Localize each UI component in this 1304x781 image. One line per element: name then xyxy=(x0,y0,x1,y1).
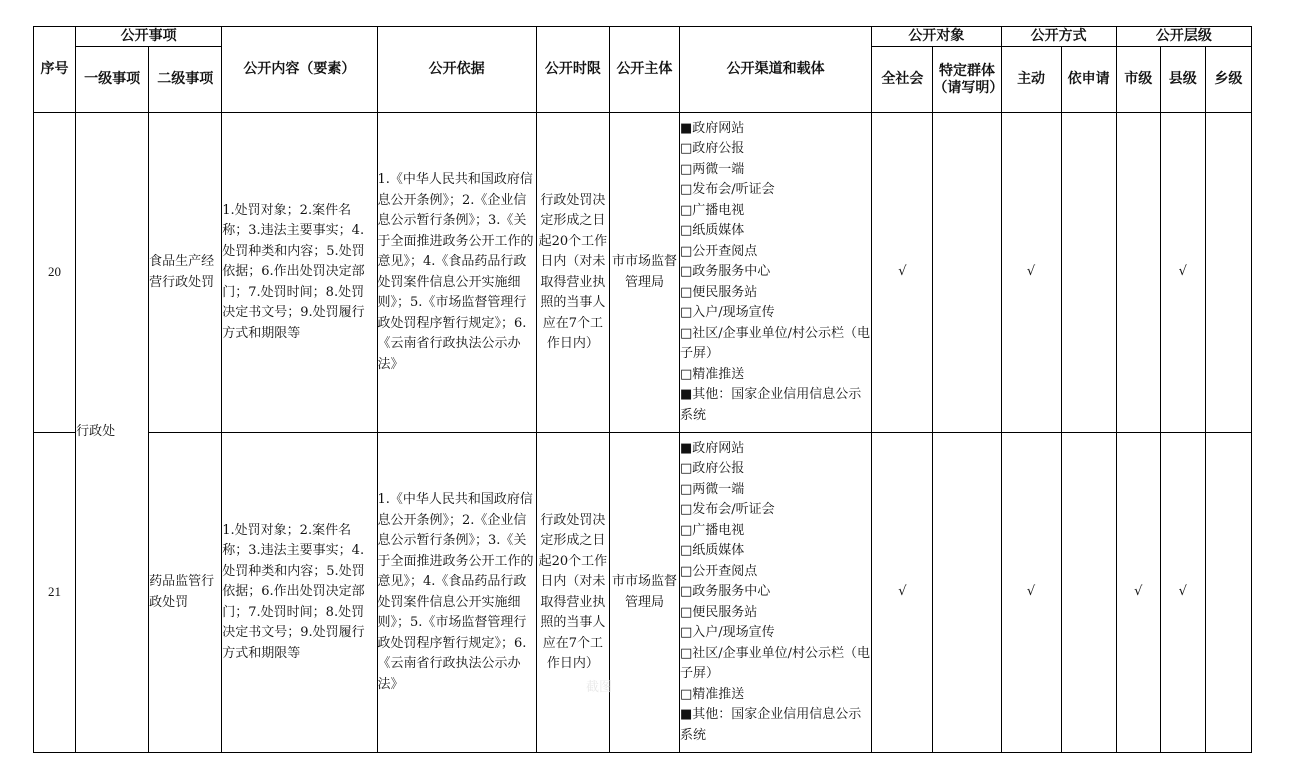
channel-item: □纸质媒体 xyxy=(680,543,745,559)
channel-item: □政府公报 xyxy=(680,461,745,477)
header-group-items: 公开事项 xyxy=(76,27,222,47)
disclosure-table xyxy=(33,26,1252,753)
channel-item: □社区/企事业单位/村公示栏（电子屏） xyxy=(680,645,871,682)
header-active: 主动 xyxy=(1001,47,1061,113)
disclosure-basis: 1.《中华人民共和国政府信息公开条例》；2.《企业信息公示暂行条例》；3.《关于全面推进政务公开工作的意见》；4.《食品药品行政处罚案件信息公开实施细则》；5.《市场监督管理行政处罚程序暂行规定》；6.《云南省行政执法公示办法》 xyxy=(377,433,536,753)
table-row xyxy=(34,433,1252,753)
level2-item: 药品监管行政处罚 xyxy=(149,433,222,753)
channel-item: ■政府网站 xyxy=(680,440,745,456)
disclosure-basis: 1.《中华人民共和国政府信息公开条例》；2.《企业信息公示暂行条例》；3.《关于全面推进政务公开工作的意见》；4.《食品药品行政处罚案件信息公开实施细则》；5.《市场监督管理行政处罚程序暂行规定》；6.《云南省行政执法公示办法》 xyxy=(377,113,536,433)
header-timelimit: 公开时限 xyxy=(536,27,609,113)
channel-item: □政务服务中心 xyxy=(680,584,771,600)
disclosure-channels xyxy=(680,113,872,433)
channel-item: □广播电视 xyxy=(680,522,745,538)
check-county: √ xyxy=(1160,113,1205,433)
channel-item: □入户/现场宣传 xyxy=(680,625,775,641)
channel-item: □社区/企事业单位/村公示栏（电子屏） xyxy=(680,325,871,362)
check-township xyxy=(1205,433,1251,753)
header-county: 县级 xyxy=(1160,47,1205,113)
channel-item: □公开查阅点 xyxy=(680,243,758,259)
channel-item: ■其他：国家企业信用信息公示系统 xyxy=(680,707,862,743)
channel-item: □两微一端 xyxy=(680,481,745,497)
disclosure-timelimit: 行政处罚决定形成之日起20个工作日内（对未取得营业执照的当事人应在7个工作日内） xyxy=(536,433,609,753)
check-on-request xyxy=(1061,113,1116,433)
disclosure-subject: 市市场监督管理局 xyxy=(609,113,679,433)
disclosure-timelimit: 行政处罚决定形成之日起20个工作日内（对未取得营业执照的当事人应在7个工作日内） xyxy=(536,113,609,433)
header-whole-society: 全社会 xyxy=(872,47,933,113)
header-level2: 二级事项 xyxy=(149,47,222,113)
check-whole-society: √ xyxy=(872,433,933,753)
header-no: 序号 xyxy=(34,27,76,113)
check-on-request xyxy=(1061,433,1116,753)
channel-item: □精准推送 xyxy=(680,686,745,702)
check-city: √ xyxy=(1116,433,1160,753)
row-number: 21 xyxy=(34,433,76,753)
header-city: 市级 xyxy=(1116,47,1160,113)
channel-item: □两微一端 xyxy=(680,161,745,177)
channel-item: □发布会/听证会 xyxy=(680,182,775,198)
channel-item: ■政府网站 xyxy=(680,120,745,136)
channel-item: □便民服务站 xyxy=(680,284,758,300)
header-group-method: 公开方式 xyxy=(1001,27,1116,47)
level1-item xyxy=(76,113,149,753)
disclosure-subject: 市市场监督管理局 xyxy=(609,433,679,753)
header-specific-group: 特定群体（请写明） xyxy=(933,47,1001,113)
header-content: 公开内容（要素） xyxy=(222,27,377,113)
check-township xyxy=(1205,113,1251,433)
disclosure-content: 1.处罚对象；2.案件名称；3.违法主要事实；4.处罚种类和内容；5.处罚依据；6.作出处罚决定部门；7.处罚时间；8.处罚决定书文号；9.处罚履行方式和期限等 xyxy=(222,113,377,433)
row-number: 20 xyxy=(34,113,76,433)
header-channels: 公开渠道和载体 xyxy=(680,27,872,113)
check-county: √ xyxy=(1160,433,1205,753)
channel-item: □发布会/听证会 xyxy=(680,502,775,518)
header-on-request: 依申请 xyxy=(1061,47,1116,113)
table-row xyxy=(34,113,1252,433)
header-subject: 公开主体 xyxy=(609,27,679,113)
disclosure-channels xyxy=(680,433,872,753)
header-basis: 公开依据 xyxy=(377,27,536,113)
channel-item: □纸质媒体 xyxy=(680,223,745,239)
watermark: 截图 xyxy=(586,680,613,695)
check-city xyxy=(1116,113,1160,433)
check-specific-group xyxy=(933,113,1001,433)
channel-item: □便民服务站 xyxy=(680,604,758,620)
channel-item: □政府公报 xyxy=(680,141,745,157)
check-active: √ xyxy=(1001,113,1061,433)
channel-item: □广播电视 xyxy=(680,202,745,218)
level2-item: 食品生产经营行政处罚 xyxy=(149,113,222,433)
check-specific-group xyxy=(933,433,1001,753)
header-township: 乡级 xyxy=(1205,47,1251,113)
header-group-target: 公开对象 xyxy=(872,27,1001,47)
check-active: √ xyxy=(1001,433,1061,753)
header-level1: 一级事项 xyxy=(76,47,149,113)
channel-item: □公开查阅点 xyxy=(680,563,758,579)
header-group-level: 公开层级 xyxy=(1116,27,1251,47)
channel-item: ■其他：国家企业信用信息公示系统 xyxy=(680,387,862,423)
channel-item: □精准推送 xyxy=(680,366,745,382)
level1-item-text: 行政处 xyxy=(76,424,116,440)
channel-item: □政务服务中心 xyxy=(680,264,771,280)
channel-item: □入户/现场宣传 xyxy=(680,305,775,321)
disclosure-content: 1.处罚对象；2.案件名称；3.违法主要事实；4.处罚种类和内容；5.处罚依据；6.作出处罚决定部门；7.处罚时间；8.处罚决定书文号；9.处罚履行方式和期限等 xyxy=(222,433,377,753)
check-whole-society: √ xyxy=(872,113,933,433)
